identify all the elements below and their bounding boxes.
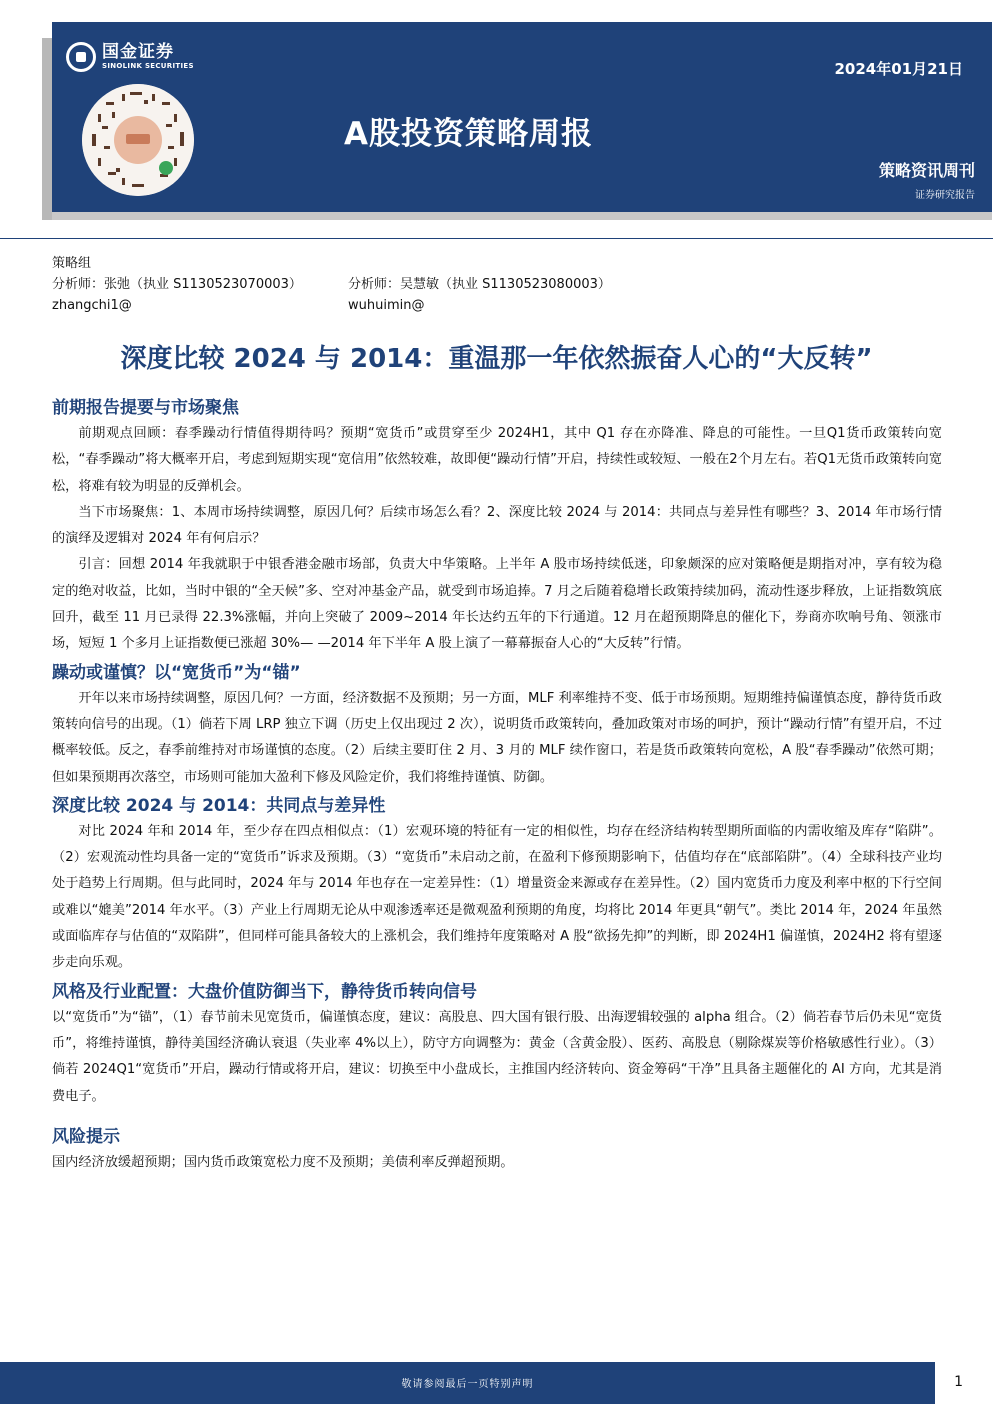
analyst-2-email[interactable]: wuhuimin@ [348, 298, 425, 313]
page-number: 1 [954, 1374, 963, 1390]
section-heading-review: 前期报告提要与市场聚焦 [52, 398, 239, 418]
paragraph: 开年以来市场持续调整，原因几何？一方面，经济数据不及预期；另一方面，MLF 利率维持不变、低于市场预期。短期维持偏谨慎态度，静待货币政策转向信号的出现。（1）倘若下周 LRP 独立下调（历史上仅出现过 2 次），说明货币政策转向，叠加政策对市场的呵护，预计“躁动行情”有望开启，不过概率较低。反之，春季前维持对市场谨慎的态度。（2）后续主要盯住 2 月、3 月的 MLF 续作窗口，若是货币政策转向宽松，A 股“春季躁动”依然可期；但如果预期再次落空，市场则可能加大盈利下修及风险定价，我们将维持谨慎、防御。 [52, 690, 942, 785]
footer-disclaimer: 敬请参阅最后一页特别声明 [401, 1379, 534, 1390]
analyst-1-email[interactable]: zhangchi1@ [52, 298, 132, 313]
logo-cn: 国金证券 [102, 42, 174, 62]
analyst-1: 分析师：张弛（执业 S1130523070003） [52, 277, 302, 292]
header-divider [0, 238, 993, 239]
report-type: 证券研究报告 [915, 190, 975, 201]
report-title: A股投资策略周报 [344, 116, 593, 152]
main-title: 深度比较 2024 与 2014：重温那一年依然振奋人心的“大反转” [120, 344, 873, 374]
analyst-2: 分析师：吴慧敏（执业 S1130523080003） [348, 277, 611, 292]
header-strip [52, 212, 992, 220]
paragraph: 国内经济放缓超预期；国内货币政策宽松力度不及预期；美债利率反弹超预期。 [52, 1154, 514, 1170]
logo-mark-icon [66, 42, 96, 72]
analyst-group: 策略组 [52, 256, 92, 271]
logo-en: SINOLINK SECURITIES [102, 62, 194, 70]
section-heading-anchor: 躁动或谨慎？以“宽货币”为“锚” [52, 662, 301, 683]
report-body [52, 393, 942, 1176]
paragraph: 前期观点回顾：春季躁动行情值得期待吗？预期“宽货币”或贯穿至少 2024H1，其中 Q1 存在亦降准、降息的可能性。一旦Q1货币政策转向宽松，“春季躁动”将大概率开启，考虑到短期实现“宽信用”依然较难，故即便“躁动行情”开启，持续性或较短、一般在2个月左右。若Q1无货币政策转向宽松，将难有较为明显的反弹机会。 [52, 426, 942, 494]
report-date: 2024年01月21日 [834, 60, 963, 78]
paragraph: 以“宽货币”为“锚”，（1）春节前未见宽货币，偏谨慎态度，建议：高股息、四大国有银行股、出海逻辑较强的 alpha 组合。（2）倘若春节后仍未见“宽货币”，将维持谨慎，静待美国经济确认衰退（失业率 4%以上），防守方向调整为：黄金（含黄金股）、医药、高股息（剔除煤炭等价格敏感性行业）。（3）倘若 2024Q1“宽货币”开启，躁动行情或将开启，建议：切换至中小盘成长，主推国内经济转向、资金筹码“干净”且具备主题催化的 AI 方向，尤其是消费电子。 [52, 1009, 942, 1104]
analyst-block [52, 253, 611, 316]
paragraph: 当下市场聚焦：1、本周市场持续调整，原因几何？后续市场怎么看？2、深度比较 2024 与 2014：共同点与差异性有哪些？3、2014 年市场行情的演绎及逻辑对 2024 年有何启示？ [52, 504, 942, 547]
mini-program-code-icon [82, 84, 194, 196]
section-heading-risk: 风险提示 [52, 1126, 120, 1147]
paragraph: 引言：回想 2014 年我就职于中银香港金融市场部，负责大中华策略。上半年 A 股市场持续低迷，印象颇深的应对策略便是期指对冲，享有较为稳定的绝对收益，比如，当时中银的“全天候”多、空对冲基金产品，就受到市场追捧。7 月之后随着稳增长政策持续加码，流动性逐步释放，上证指数筑底回升，截至 11 月已录得 22.3%涨幅，并向上突破了 2009~2014 年长达约五年的下行通道。12 月在超预期降息的催化下，券商亦吹响号角、领涨市场，短短 1 个多月上证指数便已涨超 30%— —2014 年下半年 A 股上演了一幕幕振奋人心的“大反转”行情。 [52, 557, 942, 652]
section-heading-comparison: 深度比较 2024 与 2014：共同点与差异性 [52, 795, 386, 816]
company-logo [66, 42, 194, 72]
page-footer [0, 1362, 993, 1404]
paragraph: 对比 2024 年和 2014 年，至少存在四点相似点：（1）宏观环境的特征有一定的相似性，均存在经济结构转型期所面临的内需收缩及库存“陷阱”。（2）宏观流动性均具备一定的“宽货币”诉求及预期。（3）“宽货币”未启动之前，在盈利下修预期影响下，估值均存在“底部陷阱”。（4）全球科技产业均处于趋势上行周期。但与此同时，2024 年与 2014 年也存在一定差异性：（1）增量资金来源或存在差异性。（2）国内宽货币力度及利率中枢的下行空间或难以“媲美”2014 年水平。（3）产业上行周期无论从中观渗透率还是微观盈利预期的角度，均将比 2014 年更具“朝气”。类比 2014 年，2024 年虽然或面临库存与估值的“双陷阱”，但同样可能具备较大的上涨机会，我们维持年度策略对 A 股“欲扬先抑”的判断，即 2024H1 偏谨慎，2024H2 将有望逐步走向乐观。 [52, 823, 942, 971]
section-heading-allocation: 风格及行业配置：大盘价值防御当下，静待货币转向信号 [52, 981, 477, 1002]
report-series: 策略资讯周刊 [878, 161, 975, 180]
